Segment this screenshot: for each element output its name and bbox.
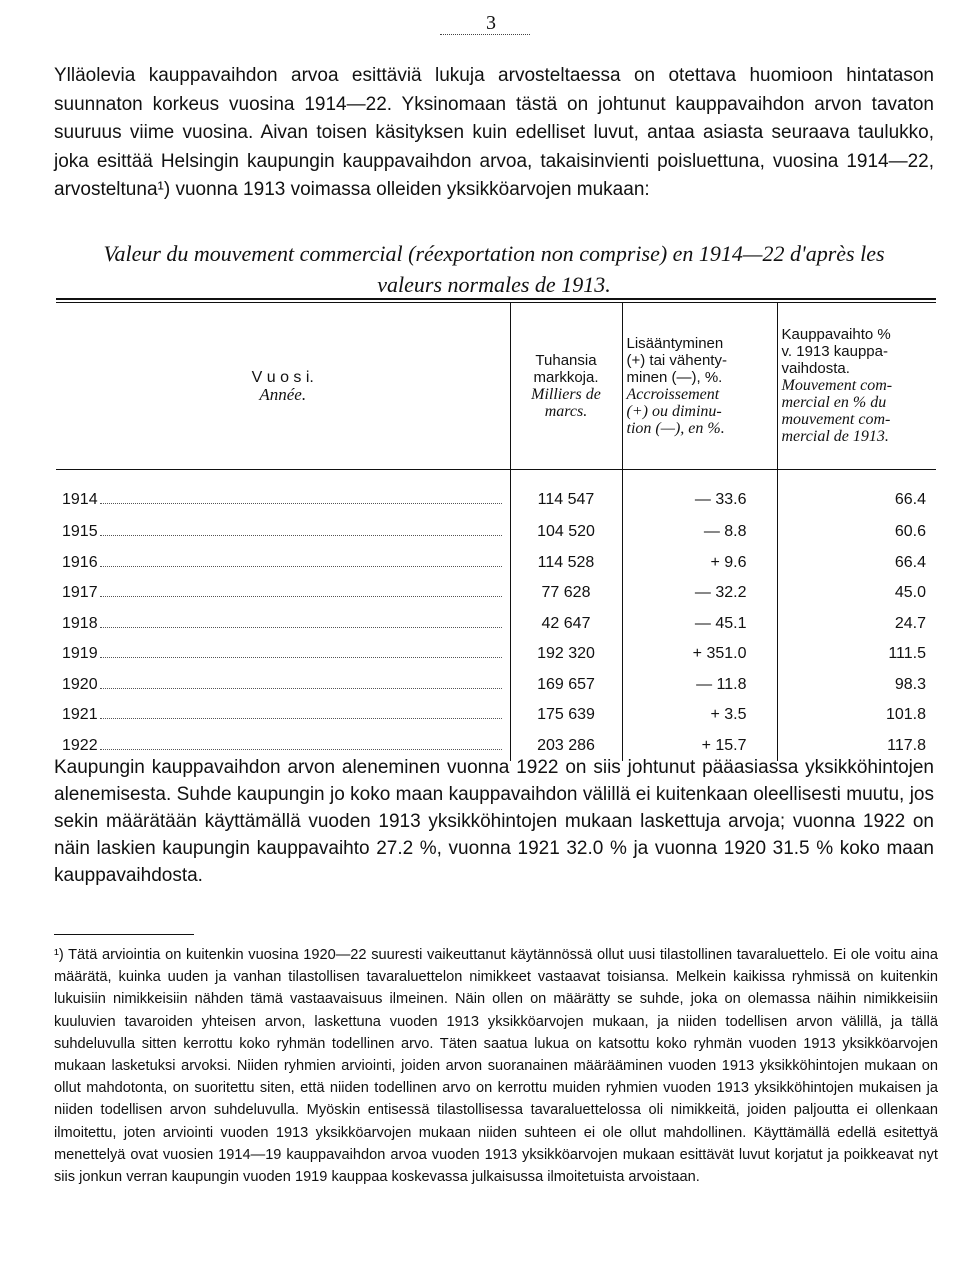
cell-year: 1914	[56, 469, 510, 517]
cell-share: 66.4	[777, 548, 936, 579]
table-row	[56, 578, 936, 609]
header-share: Kauppavaihto % v. 1913 kauppa- vaihdosta. Mouvement com- mercial en % du mouvement com- mercial de 1913.	[777, 303, 936, 469]
intro-paragraph: Ylläolevia kauppavaihdon arvoa esittäviä lukuja arvosteltaessa on otettava huomioon hintatason suunnaton korkeus vuosina 1914—22. Yksinomaan tästä on johtunut kauppavaihdon arvon tavaton suuruus viime vuosina. Aivan toisen käsityksen kuin edelliset luvut, antaa asiasta seuraava taulukko, joka esittää Helsingin kaupungin kauppavaihdon arvoa, takaisinvienti poisluettuna, vuosina 1914—22, arvosteltuna¹) vuonna 1913 voimassa olleiden yksikköarvojen mukaan:	[54, 65, 934, 200]
cell-change: + 351.0	[622, 639, 777, 670]
table-row	[56, 517, 936, 548]
cell-change: — 45.1	[622, 609, 777, 640]
cell-share: 111.5	[777, 639, 936, 670]
cell-year: 1919	[56, 639, 510, 670]
cell-change: — 11.8	[622, 670, 777, 701]
table-title-line-1: Valeur du mouvement commercial (réexportation non comprise) en 1914—22 d'après les	[103, 241, 885, 266]
table-title-line-2: valeurs normales de 1913.	[377, 272, 611, 297]
cell-share: 60.6	[777, 517, 936, 548]
cell-year: 1921	[56, 700, 510, 731]
footnote: ¹) Tätä arviointia on kuitenkin vuosina 1920—22 suuresti vaikeuttanut käytännössä ollut uusi tilastollinen tavaraluettelo. Ei ole voitu aina määrätä, kuinka uuden ja vanhan tilastollisen tavaraluettelon nimikkeet vastaavat toisiansa. Melkein kaikissa ryhmissä on kuitenkin lukuisiin nimikkeisiin nähden tämä vastaavaisuus ilmeinen. Näin ollen on määrätty se suhde, joka on olemassa näihin nimikkeisiin kuuluvien tavaroiden yhteisen arvon, laskettuna vuoden 1913 yksikköarvojen mukaan, ja niiden todellisen arvon välillä, ja tällä suhdeluvulla sitten kerrottu koko ryhmän todellinen arvo. Täten saatua lukua on katsottu koko ryhmän vuoden 1913 yksikköarvojen mukaan lasketuksi arvoksi. Niiden ryhmien arviointi, joiden arvon suoranainen määrääminen vuoden 1913 yksikköhintojen mukaan on ollut mahdotonta, on suoritettu siten, että niiden todellinen arvo on kerrottu muiden ryhmien vuoden 1913 yksikköhintojen mukaisen ja niiden todellisen arvon suhdeluvulla. Myöskin entisessä tilastollisessa tavaraluettelossa oli nimikkeitä, joiden paljoutta ei ollenkaan ilmoitettu, joten arviointi vuoden 1913 yksikköarvojen mukaan niiden suhteen ei ole ollut mahdollinen. Käyttämällä edellä esitettyä menettelyä ovat vuosien 1914—19 kauppavaihdon arvoa vuoden 1913 yksikköarvojen mukaan esittävät luvut korjatut ja poikkeavat nyt siis jonkun verran kaupungin vuoden 1919 kauppaa koskevassa julkaisussa ilmoitetuista arvoistaan.	[54, 947, 938, 1186]
cell-change: + 15.7	[622, 731, 777, 762]
cell-year: 1920	[56, 670, 510, 701]
footnote-rule	[54, 934, 194, 935]
cell-value: 192 320	[510, 639, 622, 670]
cell-value: 104 520	[510, 517, 622, 548]
cell-change: — 32.2	[622, 578, 777, 609]
cell-value: 114 547	[510, 469, 622, 517]
trade-value-table	[56, 298, 936, 761]
header-year: V u o s i. Année.	[251, 368, 314, 404]
header-change: Lisääntyminen (+) tai vähenty- minen (—), %. Accroissement (+) ou diminu- tion (—), en %.	[622, 303, 777, 469]
cell-share: 24.7	[777, 609, 936, 640]
cell-year: 1922	[56, 731, 510, 762]
table-row	[56, 548, 936, 579]
cell-year: 1917	[56, 578, 510, 609]
cell-value: 77 628	[510, 578, 622, 609]
cell-year: 1918	[56, 609, 510, 640]
cell-share: 98.3	[777, 670, 936, 701]
cell-change: — 33.6	[622, 469, 777, 517]
cell-value: 175 639	[510, 700, 622, 731]
cell-value: 203 286	[510, 731, 622, 762]
header-value: Tuhansia markkoja. Milliers de marcs.	[510, 303, 622, 469]
cell-year: 1915	[56, 517, 510, 548]
cell-value: 42 647	[510, 609, 622, 640]
page-number: 3	[486, 12, 496, 34]
cell-value: 169 657	[510, 670, 622, 701]
table-row	[56, 609, 936, 640]
header-rule	[440, 34, 530, 35]
table-header-row	[56, 303, 936, 469]
table-row	[56, 639, 936, 670]
table-row	[56, 670, 936, 701]
table-title-fr	[54, 238, 934, 300]
cell-share: 45.0	[777, 578, 936, 609]
cell-year: 1916	[56, 548, 510, 579]
cell-share: 117.8	[777, 731, 936, 762]
cell-change: + 9.6	[622, 548, 777, 579]
cell-share: 101.8	[777, 700, 936, 731]
body-paragraph: Kaupungin kauppavaihdon arvon aleneminen vuonna 1922 on siis johtunut pääasiassa yksikköhintojen alenemisesta. Suhde kaupungin jo koko maan kauppavaihdon välillä ei kuitenkaan oleellisesti muutu, jos sekin määrätään käyttämällä vuoden 1913 yksikköhintojen mukaan laskettuja arvoja; vuonna 1922 on näin laskien kaupungin kauppavaihto 27.2 %, vuonna 1921 32.0 % ja vuonna 1920 31.5 % koko maan kauppavaihdosta.	[54, 757, 934, 886]
table-row	[56, 700, 936, 731]
cell-change: + 3.5	[622, 700, 777, 731]
table-row	[56, 469, 936, 517]
cell-share: 66.4	[777, 469, 936, 517]
cell-change: — 8.8	[622, 517, 777, 548]
cell-value: 114 528	[510, 548, 622, 579]
